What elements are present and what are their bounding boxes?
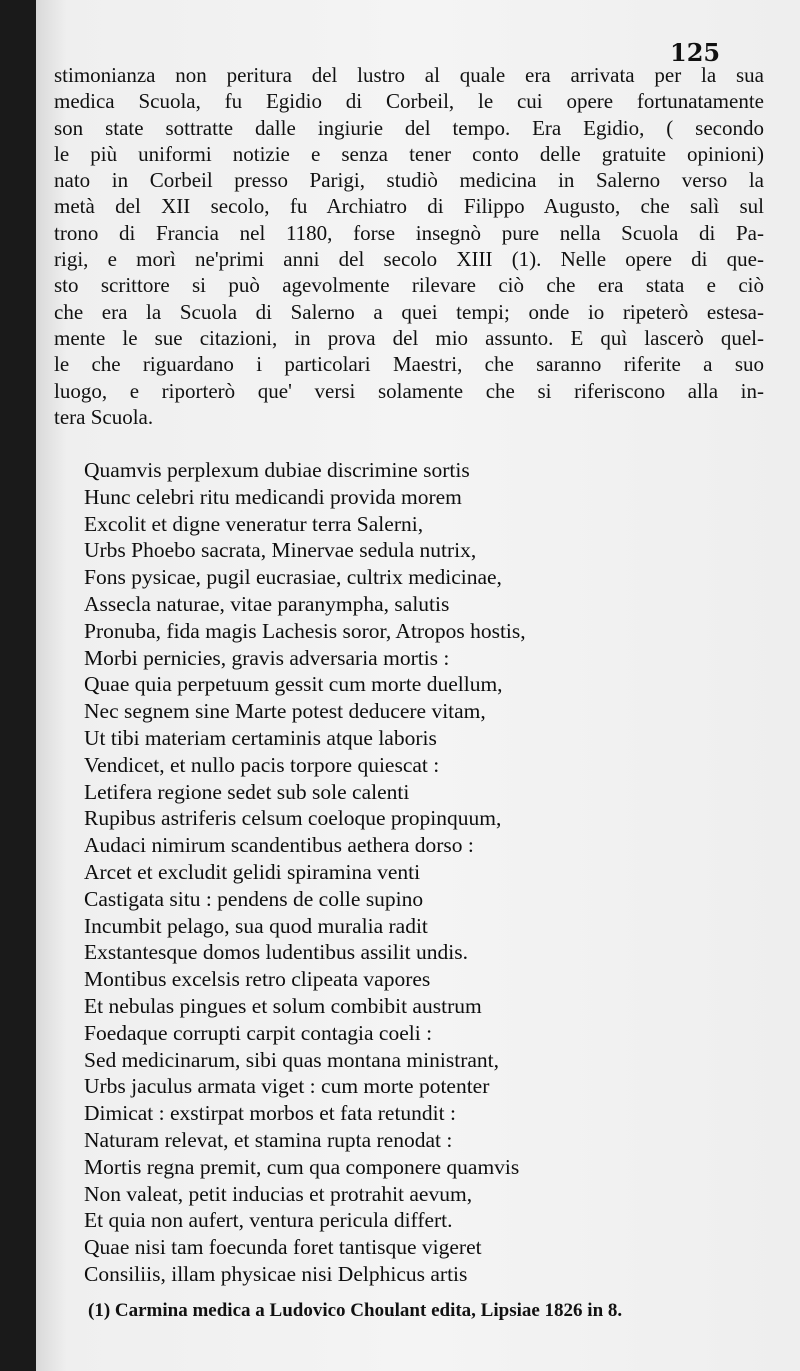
verse-line: Foedaque corrupti carpit contagia coeli : — [84, 1020, 433, 1045]
verse-line: Castigata situ : pendens de colle supino — [84, 886, 424, 911]
verse-line: Dimicat : exstirpat morbos et fata retundit : — [84, 1101, 456, 1126]
verse-line: Assecla naturae, vitae paranympha, salutis — [84, 591, 450, 616]
verse-line: Pronuba, fida magis Lachesis soror, Atropos hostis, — [84, 618, 526, 643]
verse-line: Letifera regione sedet sub sole calenti — [84, 779, 410, 804]
prose-line: medica Scuola, fu Egidio di Corbeil, le cui opere fortunatamente — [54, 89, 764, 114]
prose-line: stimonianza non peritura del lustro al quale era arrivata per la sua — [54, 63, 764, 87]
verse-line: Et quia non aufert, ventura pericula differt. — [84, 1208, 453, 1233]
verse-line: Quamvis perplexum dubiae discrimine sortis — [84, 458, 470, 482]
prose-line: rigi, e morì ne'primi anni del secolo XIII (1). Nelle opere di que- — [54, 247, 764, 272]
verse-line: Quae quia perpetuum gessit cum morte duellum, — [84, 672, 503, 697]
prose-paragraph — [54, 62, 764, 430]
verse-line: Audaci nimirum scandentibus aethera dorso : — [84, 833, 474, 858]
verse-line: Non valeat, petit inducias et protrahit aevum, — [84, 1181, 473, 1206]
verse-line: Sed medicinarum, sibi quas montana ministrant, — [84, 1047, 499, 1072]
verse-line: Consiliis, illam physicae nisi Delphicus artis — [84, 1261, 468, 1286]
prose-line: mente le sue citazioni, in prova del mio assunto. E quì lascerò quel- — [54, 325, 764, 350]
verse-line: Vendicet, et nullo pacis torpore quiescat : — [84, 752, 440, 777]
verse-line: Rupibus astriferis celsum coeloque propinquum, — [84, 806, 502, 831]
prose-line: metà del XII secolo, fu Archiatro di Filippo Augusto, che salì sul — [54, 194, 764, 219]
verse-block — [84, 457, 744, 1288]
verse-line: Nec segnem sine Marte potest deducere vitam, — [84, 699, 486, 724]
verse-line: Quae nisi tam foecunda foret tantisque vigeret — [84, 1235, 482, 1260]
prose-line: luogo, e riporterò que' versi solamente che si riferiscono alla in- — [54, 378, 764, 403]
verse-line: Urbs Phoebo sacrata, Minervae sedula nutrix, — [84, 538, 477, 563]
verse-line: Urbs jaculus armata viget : cum morte potenter — [84, 1074, 490, 1099]
verse-line: Ut tibi materiam certaminis atque laboris — [84, 725, 437, 750]
verse-line: Morbi pernicies, gravis adversaria mortis : — [84, 645, 450, 670]
verse-line: Exstantesque domos ludentibus assilit undis. — [84, 940, 468, 965]
verse-line: Mortis regna premit, cum qua componere quamvis — [84, 1154, 520, 1179]
verse-line: Excolit et digne veneratur terra Salerni, — [84, 511, 424, 536]
prose-line: le più uniformi notizie e senza tener conto delle gratuite opinioni) — [54, 141, 764, 166]
prose-line: le che riguardano i particolari Maestri, che saranno riferite a suo — [54, 352, 764, 377]
verse-line: Incumbit pelago, sua quod muralia radit — [84, 913, 428, 938]
verse-line: Montibus excelsis retro clipeata vapores — [84, 967, 431, 992]
verse-line: Et nebulas pingues et solum combibit austrum — [84, 993, 482, 1018]
footnote: (1) Carmina medica a Ludovico Choulant edita, Lipsiae 1826 in 8. — [88, 1300, 623, 1321]
verse-line: Naturam relevat, et stamina rupta renodat : — [84, 1127, 453, 1152]
book-page — [36, 0, 800, 1371]
verse-line: Fons pysicae, pugil eucrasiae, cultrix medicinae, — [84, 565, 502, 590]
prose-line: trono di Francia nel 1180, forse insegnò pure nella Scuola di Pa- — [54, 220, 764, 245]
prose-line: son state sottratte dalle ingiurie del tempo. Era Egidio, ( secondo — [54, 115, 764, 140]
page-number: 125 — [670, 38, 721, 67]
verse-line: Hunc celebri ritu medicandi provida morem — [84, 484, 462, 509]
verse-line: Arcet et excludit gelidi spiramina venti — [84, 859, 421, 884]
prose-line: che era la Scuola di Salerno a quei tempi; onde io ripeterò estesa- — [54, 299, 764, 324]
prose-line: nato in Corbeil presso Parigi, studiò medicina in Salerno verso la — [54, 168, 764, 193]
prose-line: sto scrittore si può agevolmente rilevare ciò che era stata e ciò — [54, 273, 764, 298]
prose-line: tera Scuola. — [54, 404, 154, 429]
